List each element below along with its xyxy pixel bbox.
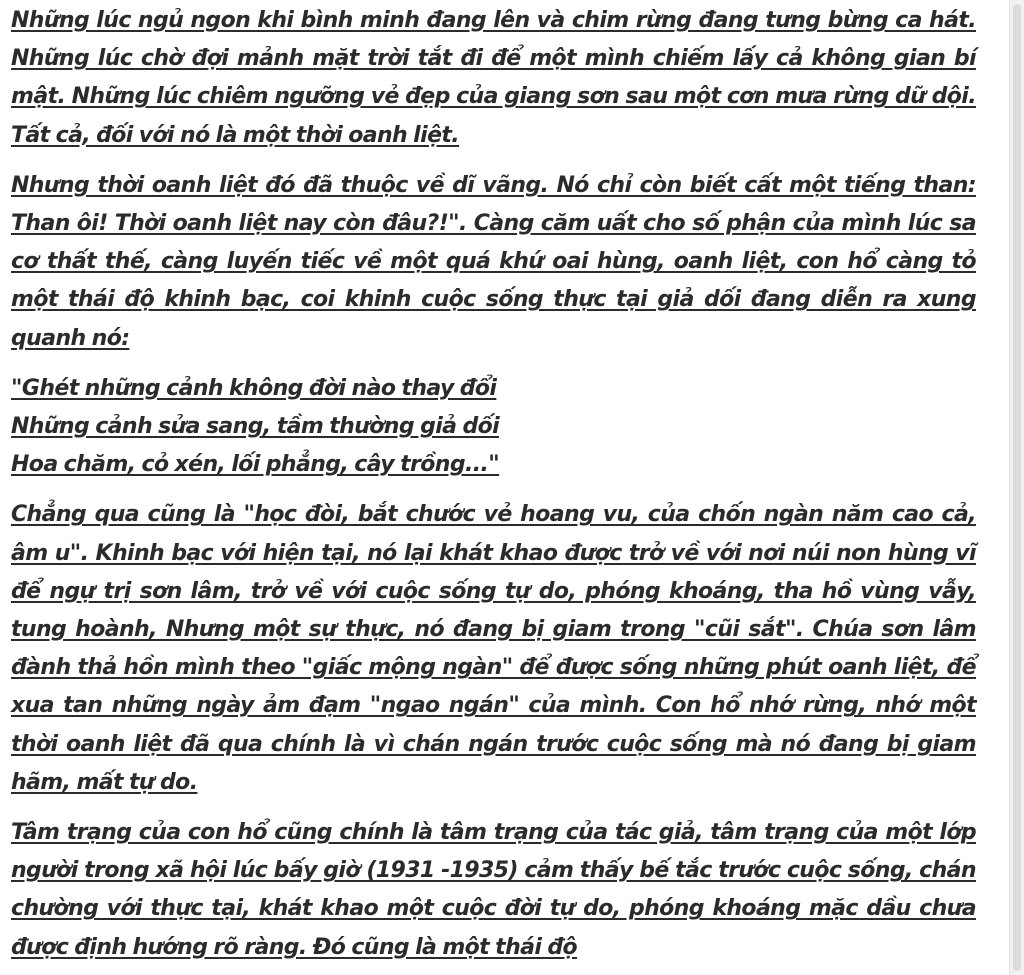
paragraph-1: Những lúc ngủ ngon khi bình minh đang lên và chim rừng đang tưng bừng ca hát. Những lúc chờ đợi mảnh mặt trời tắt đi để một mình chiếm lấy cả không gian bí mật. Những lúc chiêm ngưỡng vẻ đẹp của giang sơn sau một cơn mưa rừng dữ dội. Tất cả, đối với nó là một thời oanh liệt. <box>11 8 976 148</box>
poem-line-2: Những cảnh sửa sang, tầm thường giả dối <box>11 414 500 440</box>
paragraph-2: Nhưng thời oanh liệt đó đã thuộc về dĩ vãng. Nó chỉ còn biết cất một tiếng than: Than ôi! Thời oanh liệt nay còn đâu?!". Càng căm uất cho số phận của mình lúc sa cơ thất thế, càng luyến tiếc về một quá khứ oai hùng, oanh liệt, con hổ càng tỏ một thái độ khinh bạc, coi khinh cuộc sống thực tại giả dối đang diễn ra xung quanh nó: <box>11 172 976 351</box>
vertical-scrollbar[interactable] <box>1009 0 1024 975</box>
poem-line-3: Hoa chăm, cỏ xén, lối phẳng, cây trồng..." <box>11 452 500 478</box>
scrollbar-thumb[interactable] <box>1013 4 1021 971</box>
paragraph-3: Chẳng qua cũng là "học đòi, bắt chước vẻ hoang vu, của chốn ngàn năm cao cả, âm u". Khinh bạc với hiện tại, nó lại khát khao được trở về với nơi núi non hùng vĩ để ngự trị sơn lâm, trở về với cuộc sống tự do, phóng khoáng, tha hồ vùng vẫy, tung hoành, Nhưng một sự thực, nó đang bị giam trong "cũi sắt". Chúa sơn lâm đành thả hồn mình theo "giấc mộng ngàn" để được sống những phút oanh liệt, để xua tan những ngày ảm đạm "ngao ngán" của mình. Con hổ nhớ rừng, nhớ một thời oanh liệt đã qua chính là vì chán ngán trước cuộc sống mà nó đang bị giam hãm, mất tự do. <box>11 502 976 795</box>
poem-line-1: "Ghét những cảnh không đời nào thay đổi <box>11 375 497 401</box>
paragraph-4: Tâm trạng của con hổ cũng chính là tâm trạng của tác giả, tâm trạng của một lớp người trong xã hội lúc bấy giờ (1931 -1935) cảm thấy bế tắc trước cuộc sống, chán chường với thực tại, khát khao một cuộc đời tự do, phóng khoáng mặc dầu chưa được định hướng rõ ràng. Đó cũng là một thái độ <box>11 820 976 960</box>
article-body <box>11 2 976 967</box>
poem-quote <box>11 370 976 485</box>
